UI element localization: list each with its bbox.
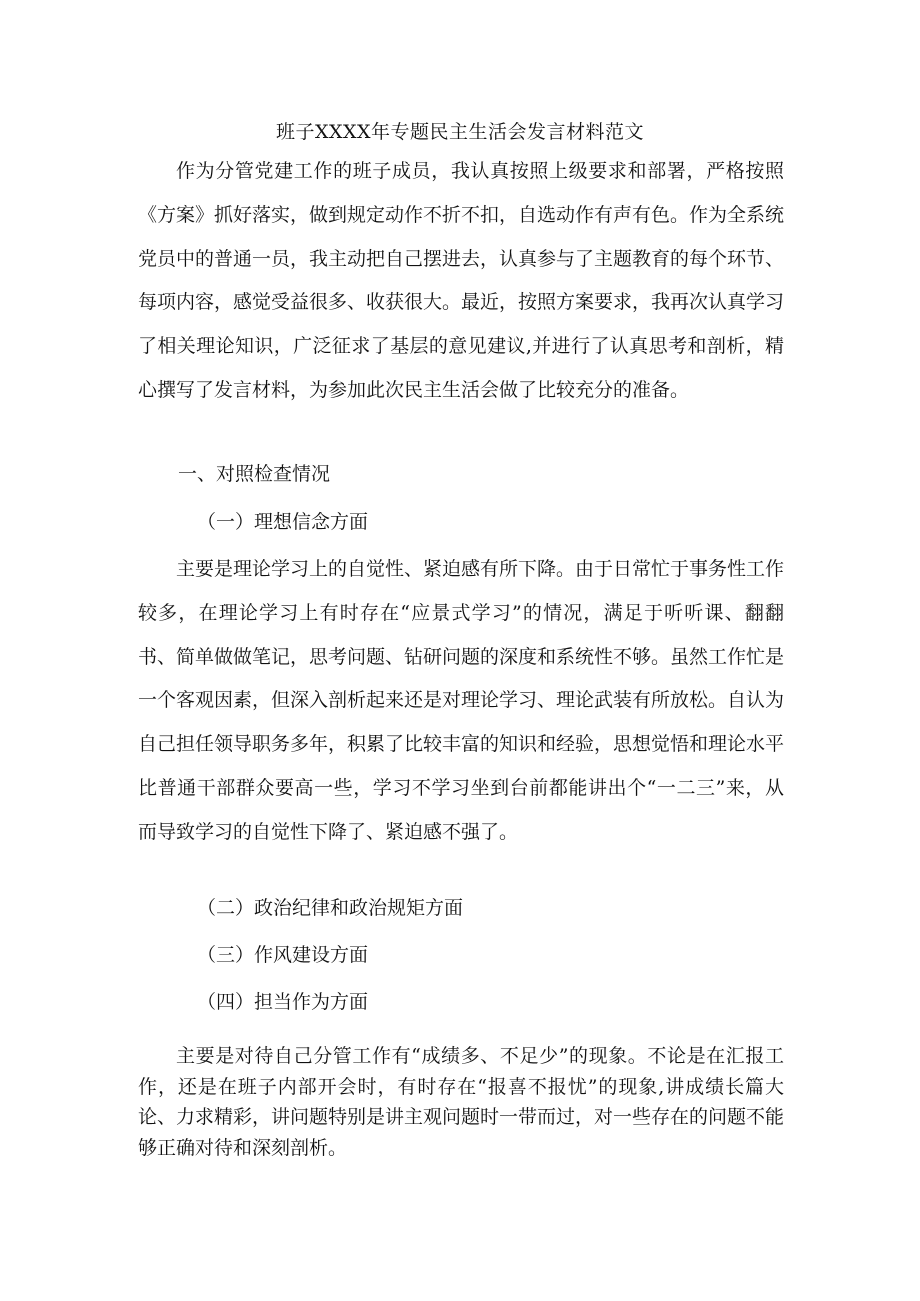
subsection-heading-2: （二）政治纪律和政治规矩方面 — [197, 897, 464, 919]
subsection-heading-4: （四）担当作为方面 — [197, 991, 369, 1013]
document-title: 班子XXXX年专题民主生活会发言材料范文 — [275, 121, 645, 143]
subsection-body-4: 主要是对待自己分管工作有“成绩多、不足少”的现象。不论是在汇报工作，还是在班子内部开会时，有时存在“报喜不报忧”的现象,讲成绩长篇大论、力求精彩，讲问题特别是讲主观问题时一带而过，对一些存在的问题不能够正确对待和深刻剖析。 — [138, 1045, 785, 1159]
section-heading-1: 一、对照检查情况 — [178, 463, 331, 485]
subsection-body-1: 主要是理论学习上的自觉性、紧迫感有所下降。由于日常忙于事务性工作较多，在理论学习上有时存在“应景式学习”的情况，满足于听听课、翻翻书、简单做做笔记，思考问题、钻研问题的深度和系统性不够。虽然工作忙是一个客观因素，但深入剖析起来还是对理论学习、理论武装有所放松。自认为自己担任领导职务多年，积累了比较丰富的知识和经验，思想觉悟和理论水平比普通干部群众要高一些，学习不学习坐到台前都能讲出个“一二三”来，从而导致学习的自觉性下降了、紧迫感不强了。 — [138, 558, 785, 843]
subsection-heading-3: （三）作风建设方面 — [197, 944, 369, 966]
intro-paragraph: 作为分管党建工作的班子成员，我认真按照上级要求和部署，严格按照《方案》抓好落实，做到规定动作不折不扣，自选动作有声有色。作为全系统党员中的普通一员，我主动把自己摆进去，认真参与了主题教育的每个环节、每项内容，感觉受益很多、收获很大。最近，按照方案要求，我再次认真学习了相关理论知识，广泛征求了基层的意见建议,并进行了认真思考和剖析，精心撰写了发言材料，为参加此次民主生活会做了比较充分的准备。 — [138, 160, 785, 401]
subsection-heading-1: （一）理想信念方面 — [197, 511, 369, 533]
